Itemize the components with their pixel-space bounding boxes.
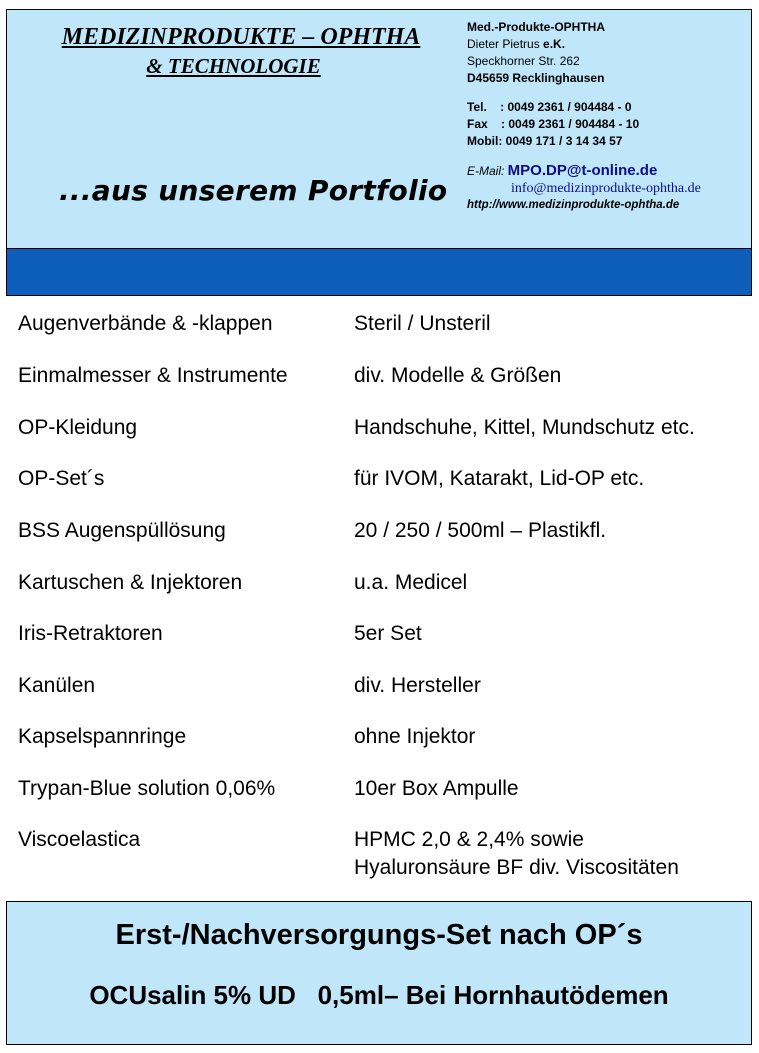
email-label: E-Mail: — [467, 164, 508, 178]
product-name: Iris-Retraktoren — [18, 622, 163, 645]
product-name: BSS Augenspüllösung — [18, 519, 226, 542]
email-link[interactable]: MPO.DP@t-online.de — [507, 162, 658, 179]
email-link-secondary[interactable]: info@medizinprodukte-ophtha.de — [511, 181, 701, 196]
footer-box — [6, 901, 752, 1045]
contact-street: Speckhorner Str. 262 — [467, 54, 580, 68]
website-link[interactable]: http://www.medizinprodukte-ophtha.de — [467, 199, 680, 211]
product-desc: 10er Box Ampulle — [354, 777, 519, 800]
product-name: Trypan-Blue solution 0,06% — [18, 777, 276, 800]
product-name: Kanülen — [18, 674, 96, 697]
product-name: OP-Kleidung — [18, 416, 138, 439]
contact-name — [467, 36, 701, 53]
contact-city: D45659 Recklinghausen — [467, 71, 605, 85]
product-desc: für IVOM, Katarakt, Lid-OP etc. — [354, 467, 645, 490]
product-name: Kartuschen & Injektoren — [18, 571, 243, 594]
product-desc: 5er Set — [354, 622, 422, 645]
contact-name-text: Dieter Pietrus — [467, 37, 544, 51]
contact-block — [467, 19, 701, 214]
product-name: Viscoelastica — [18, 828, 141, 851]
contact-tel: Tel. : 0049 2361 / 904484 - 0 — [467, 100, 632, 114]
footer-subtitle: OCUsalin 5% UD 0,5ml– Bei Hornhautödemen — [89, 980, 669, 1010]
footer-title: Erst-/Nachversorgungs-Set nach OP´s — [115, 919, 643, 951]
contact-name-suffix: e.K. — [543, 37, 566, 51]
header-box — [6, 9, 752, 296]
brand-title: MEDIZINPRODUKTE – OPHTHA — [61, 24, 421, 50]
contact-email-line — [467, 162, 701, 180]
portfolio-tagline: ...aus unserem Portfolio — [59, 174, 448, 207]
product-desc: div. Modelle & Größen — [354, 364, 562, 387]
header-band — [7, 248, 751, 295]
product-desc-line2: Hyaluronsäure BF div. Viscositäten — [354, 856, 679, 879]
product-desc: div. Hersteller — [354, 674, 481, 697]
product-name: OP-Set´s — [18, 467, 105, 490]
contact-mobil: Mobil: 0049 171 / 3 14 34 57 — [467, 134, 623, 148]
product-desc: 20 / 250 / 500ml – Plastikfl. — [354, 519, 607, 542]
product-desc: HPMC 2,0 & 2,4% sowie — [354, 828, 584, 851]
product-name: Augenverbände & -klappen — [18, 312, 273, 335]
product-name: Kapselspannringe — [18, 725, 187, 748]
contact-company: Med.-Produkte-OPHTHA — [467, 20, 605, 34]
product-desc: ohne Injektor — [354, 725, 476, 748]
product-name: Einmalmesser & Instrumente — [18, 364, 288, 387]
brand-subtitle: & TECHNOLOGIE — [146, 54, 321, 78]
product-desc: Handschuhe, Kittel, Mundschutz etc. — [354, 416, 695, 439]
product-desc: u.a. Medicel — [354, 571, 468, 594]
product-desc: Steril / Unsteril — [354, 312, 491, 335]
contact-fax: Fax : 0049 2361 / 904484 - 10 — [467, 117, 640, 131]
